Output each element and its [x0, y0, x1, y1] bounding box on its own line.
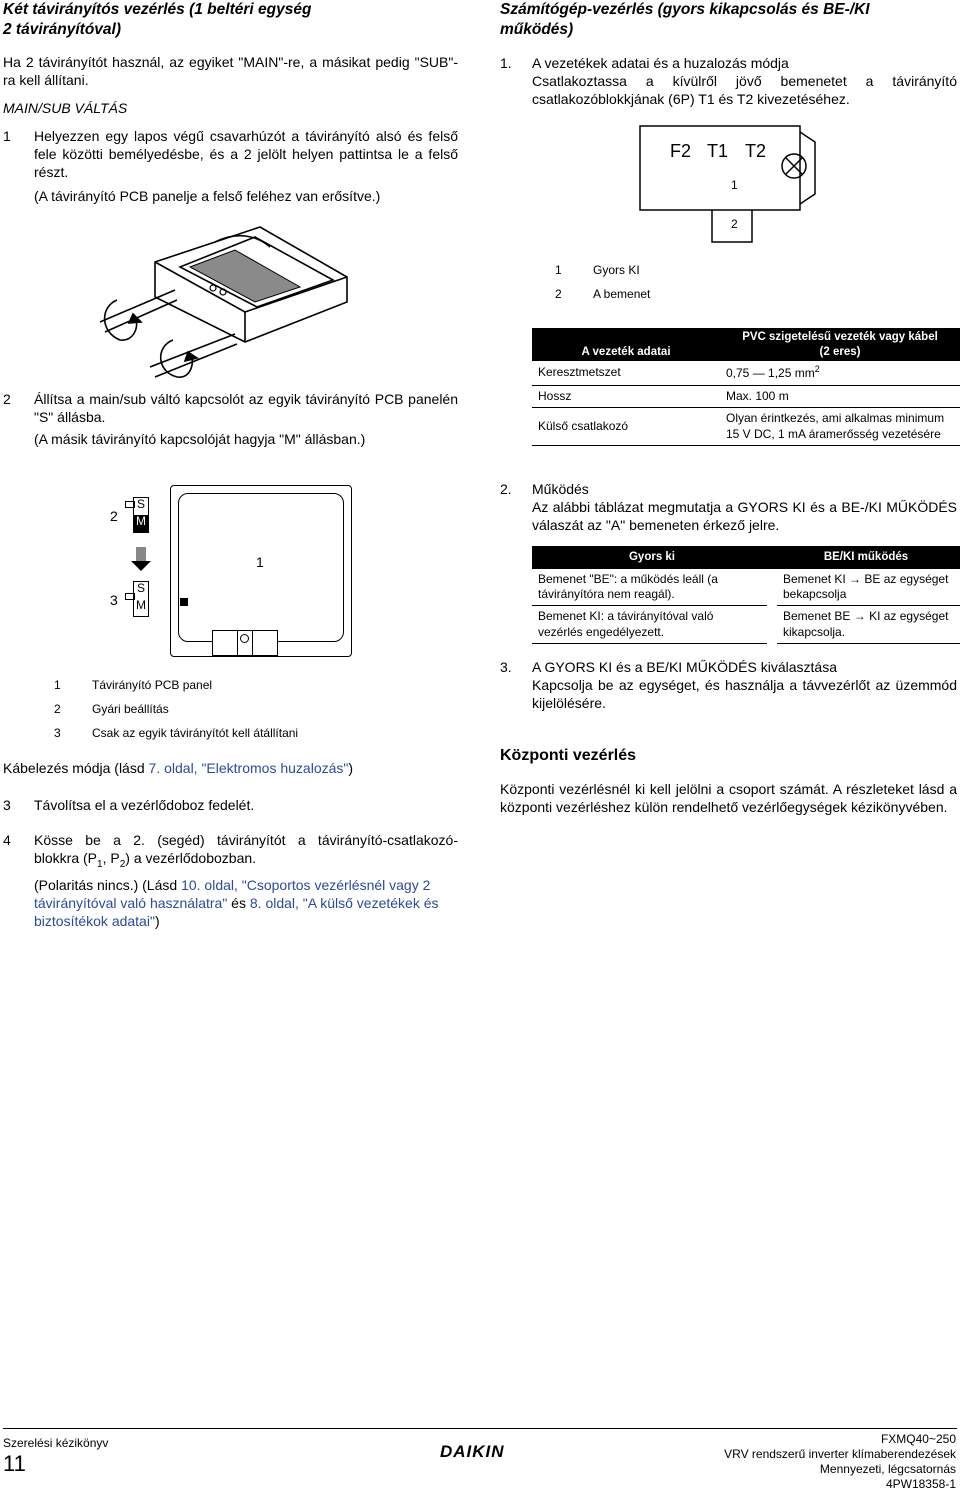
cabling-page-link[interactable]: 7: [148, 760, 157, 776]
central-control-text: Központi vezérlésnél ki kell jelölni a csoport számát. A részleteket lásd a központi vezérléshez külön rendelhető vezérlőegységek kézikönyvében.: [500, 781, 957, 816]
title-line-2: 2 távirányítóval): [3, 21, 122, 39]
title-line-1: Számítógép-vezérlés (gyors kikapcsolás és BE-/KI: [500, 1, 870, 18]
terminal-f2: F2: [670, 141, 692, 161]
terminal-label-2: 2: [731, 217, 738, 231]
step-4-text: Kösse be a 2. (segéd) távirányítót a távirányító-csatlakozó- blokkra ($P_1$, $P_2$) a vezérlődobozban.: [34, 832, 458, 870]
step-4-number: 4: [3, 832, 11, 848]
table-header-row: [532, 328, 960, 361]
table-cell: Hossz: [532, 385, 720, 407]
pcb-switch-diagram: [100, 475, 360, 665]
switch-s-label-bottom: S: [137, 581, 146, 595]
section-title-computer-control: [500, 0, 960, 40]
r-step-3-text: Kapcsolja be az egységet, és használja a távvezérlőt az üzemmód kijelölésére.: [532, 677, 957, 712]
table-header-cell: A vezeték adatai: [532, 328, 720, 361]
step-2-note: (A másik távirányító kapcsolóját hagyja "M" állásban.): [34, 431, 366, 447]
cabling-section-link[interactable]: . oldal, "Elektromos huzalozás": [156, 760, 349, 776]
step-3-number: 3: [3, 797, 11, 813]
terminal-block-diagram: [620, 122, 840, 252]
table-cell: Olyan érintkezés, ami alkalmas minimum 15 V DC, 1 mA áramerősség vezetésére: [720, 408, 960, 446]
terminal-t1: T1: [707, 141, 729, 161]
title-line-2: működés): [500, 21, 574, 39]
step-1-text: Helyezzen egy lapos végű csavarhúzót a távirányító alsó és felső fele közötti bemélyedésbe, és a 2 jelölt helyen pattintsa le a felső részt.: [34, 128, 458, 181]
arrow-down-icon: [136, 547, 146, 561]
external-wiring-section-link[interactable]: . oldal, "A külső vezetékek és biztosítékok adatai": [34, 895, 439, 930]
legend-item: 2 Gyári beállítás: [54, 702, 169, 716]
remote-opening-illustration: [95, 222, 365, 382]
r-step-1-heading: A vezetékek adatai és a huzalozás módja: [532, 55, 789, 71]
switch-s-label-top: S: [137, 497, 146, 511]
table-header-cell: PVC szigetelésű vezeték vagy kábel (2 eres): [720, 328, 960, 361]
step-3-text: Távolítsa el a vezérlődoboz fedelét.: [34, 797, 255, 813]
group-control-page-link[interactable]: 10: [181, 877, 197, 893]
fig-label-3: 3: [110, 592, 118, 608]
main-sub-subheading: MAIN/SUB VÁLTÁS: [3, 100, 128, 116]
pcb-legend: [54, 678, 454, 750]
r-step-1-number: 1.: [500, 55, 512, 71]
r-step-1-text: Csatlakoztassa a kívülről jövő bemenetet a távirányító csatlakozóblokkjának (6P) T1 és T2 kivezetéséhez.: [532, 73, 957, 108]
table-cell: Bemenet BE → KI az egységet kikapcsolja.: [772, 606, 960, 644]
r-step-2-heading: Működés: [532, 481, 589, 497]
terminal-label-1: 1: [731, 178, 738, 192]
terminal-legend: [555, 263, 855, 311]
r-step-2-number: 2.: [500, 481, 512, 497]
table-row: [532, 361, 960, 385]
table-header-cell: BE/KI működés: [772, 546, 960, 569]
r-step-3-heading: A GYORS KI és a BE/KI MŰKÖDÉS kiválasztása: [532, 659, 837, 675]
daikin-logo: DAIKIN: [440, 1442, 505, 1461]
r-step-3-number: 3.: [500, 659, 512, 675]
operation-table: [532, 546, 960, 644]
external-wiring-page-link[interactable]: 8: [249, 895, 258, 912]
table-header-row: [532, 546, 960, 569]
terminal-t2: T2: [745, 141, 767, 161]
fig-label-2: 2: [110, 508, 118, 524]
table-cell: 0,75 — 1,25 $mm^2$: [720, 361, 960, 385]
cabling-reference: Kábelezés módja (lásd 7. oldal, "Elektromos huzalozás"): [3, 760, 354, 776]
switch-m-label-top: M: [136, 514, 146, 528]
group-control-section-link[interactable]: . oldal, "Csoportos vezérlésnél vagy 2 távirányítóval való használatra": [34, 877, 431, 912]
table-row: [532, 408, 960, 446]
footer-manual-name: Szerelési kézikönyv: [3, 1436, 109, 1450]
step-2-number: 2: [3, 391, 11, 407]
section-title-two-remotes: [3, 0, 473, 40]
table-cell: Külső csatlakozó: [532, 408, 720, 446]
table-cell: Bemenet KI → BE az egységet bekapcsolja: [772, 569, 960, 606]
arrow-right-icon: →: [853, 609, 866, 624]
table-cell: Keresztmetszet: [532, 361, 720, 385]
screwdriver-right: [150, 334, 237, 377]
step-1-note: (A távirányító PCB panelje a felső feléhez van erősítve.): [34, 188, 381, 204]
table-row: [532, 385, 960, 407]
footer-divider: [3, 1428, 957, 1429]
step-2-text: Állítsa a main/sub váltó kapcsolót az egyik távirányító PCB panelén "S" állásba.: [34, 391, 458, 426]
table-cell: Bemenet KI: a távirányítóval való vezérlés engedélyezett.: [532, 606, 772, 644]
step-4-note: (Polaritás nincs.) (Lásd 10. oldal, "Csoportos vezérlésnél vagy 2 távirányítóval való használatra" és 8. oldal, "A külső vezetékek és biztosítékok adatai"): [34, 877, 439, 930]
table-header-cell: Gyors ki: [532, 546, 772, 569]
table-row: [532, 606, 960, 644]
footer-page-number: 11: [3, 1451, 26, 1476]
connector-block: [212, 630, 278, 656]
r-step-2-text: Az alábbi táblázat megmutatja a GYORS KI és a BE-/KI MŰKÖDÉS válaszát az "A" bemeneten érkező jelre.: [532, 499, 957, 534]
table-cell: Bemenet "BE": a működés leáll (a távirányítóra nem reagál).: [532, 569, 772, 606]
step-1-number: 1: [3, 128, 11, 144]
central-control-title: Központi vezérlés: [500, 747, 637, 764]
title-line-1: Két távirányítós vezérlés (1 beltéri egység: [3, 1, 312, 18]
arrow-right-icon: →: [849, 571, 862, 586]
table-cell: Max. 100 m: [720, 385, 960, 407]
intro-paragraph: Ha 2 távirányítót használ, az egyiket "MAIN"-re, a másikat pedig "SUB"-ra kell állítani.: [3, 54, 458, 89]
footer-product-info: FXMQ40~250 VRV rendszerű inverter klímaberendezések Mennyezeti, légcsatornás 4PW18358-1: [724, 1432, 956, 1491]
legend-item: 3 Csak az egyik távirányítót kell átállítani: [54, 726, 299, 740]
wire-spec-table: [532, 328, 960, 446]
legend-item: 2 A bemenet: [555, 287, 651, 301]
legend-item: 1 Gyors KI: [555, 263, 640, 277]
switch-m-label-bottom: M: [136, 598, 146, 612]
fig-label-1: 1: [256, 554, 264, 570]
legend-item: 1 Távirányító PCB panel: [54, 678, 213, 692]
table-row: [532, 569, 960, 606]
